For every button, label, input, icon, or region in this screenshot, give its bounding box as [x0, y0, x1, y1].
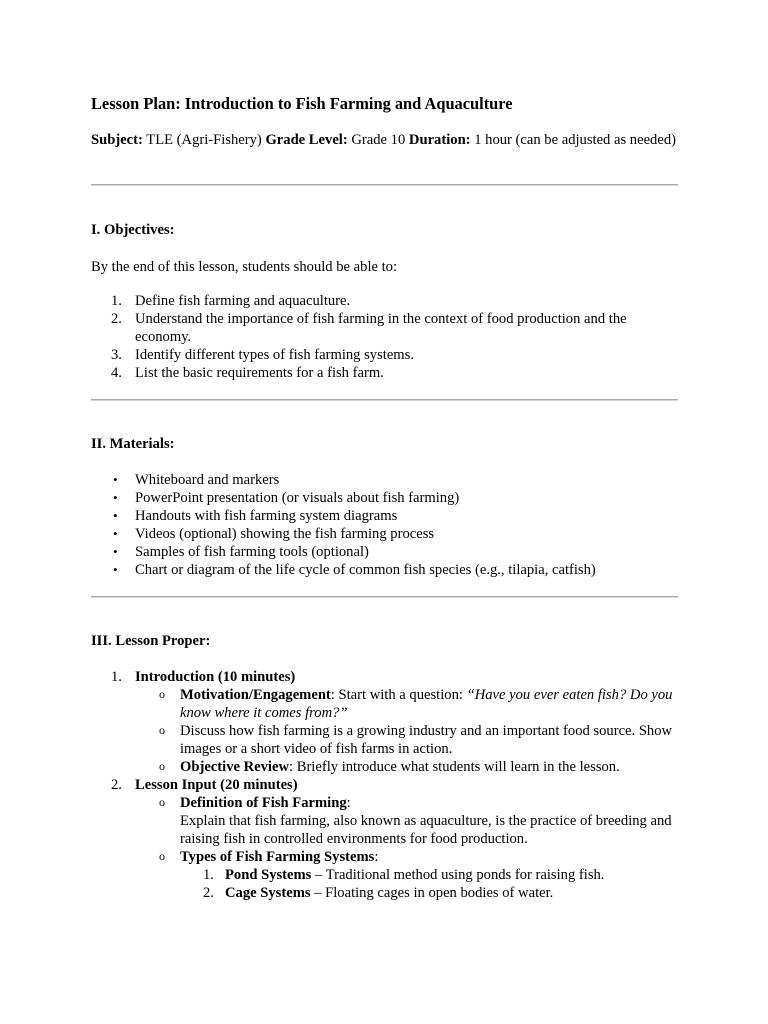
motivation-label: Motivation/Engagement: [180, 687, 331, 703]
item-number: 1.: [111, 293, 122, 309]
sub-item-definition: [91, 794, 681, 848]
item-text: List the basic requirements for a fish farm.: [135, 365, 384, 381]
bullet-icon: •: [113, 562, 118, 577]
duration-label: Duration:: [408, 132, 471, 148]
circle-bullet-icon: o: [159, 723, 165, 737]
step-title: Lesson Input (20 minutes): [135, 777, 298, 793]
system-item-cage: [91, 884, 681, 902]
system-label: Cage Systems: [225, 885, 311, 901]
item-text: Define fish farming and aquaculture.: [135, 293, 351, 309]
divider: [91, 399, 678, 401]
step-introduction: [91, 668, 681, 686]
review-text: : Briefly introduce what students will learn in the lesson.: [289, 759, 620, 775]
list-item: [91, 525, 681, 543]
item-number: 2.: [111, 777, 122, 793]
definition-colon: :: [346, 795, 351, 811]
item-number: 3.: [111, 347, 122, 363]
system-text: – Floating cages in open bodies of water.: [310, 885, 554, 901]
grade-value: Grade 10: [347, 132, 409, 148]
divider: [91, 596, 678, 598]
list-item: [91, 561, 681, 579]
item-number: 4.: [111, 365, 122, 381]
item-text: Whiteboard and markers: [135, 472, 280, 488]
list-item: [91, 346, 681, 364]
item-number: 2.: [111, 311, 122, 327]
circle-bullet-icon: o: [159, 687, 165, 701]
definition-text: Explain that fish farming, also known as aquaculture, is the practice of breeding and raising fish in controlled environments for food production.: [180, 813, 672, 847]
circle-bullet-icon: o: [159, 849, 165, 863]
list-item: [91, 364, 681, 382]
objectives-list: [91, 292, 681, 382]
subject-value: TLE (Agri-Fishery): [142, 132, 266, 148]
grade-label: Grade Level:: [265, 132, 348, 148]
item-number: 1.: [203, 867, 214, 883]
review-label: Objective Review: [180, 759, 290, 775]
item-text: Handouts with fish farming system diagrams: [135, 508, 398, 524]
item-text: Understand the importance of fish farming in the context of food production and the economy.: [135, 311, 627, 345]
step-lesson-input: [91, 776, 681, 794]
bullet-icon: •: [113, 490, 118, 505]
sub-item-review: [91, 758, 681, 776]
circle-bullet-icon: o: [159, 795, 165, 809]
types-label: Types of Fish Farming Systems: [180, 849, 375, 865]
materials-heading: II. Materials:: [91, 436, 175, 452]
types-colon: :: [374, 849, 379, 865]
lesson-meta: [91, 131, 681, 149]
circle-bullet-icon: o: [159, 759, 165, 773]
item-text: Samples of fish farming tools (optional): [135, 544, 369, 560]
motivation-quote: “Have you ever eaten fish? Do you know where it comes from?”: [180, 687, 673, 721]
bullet-icon: •: [113, 526, 118, 541]
lesson-heading: III. Lesson Proper:: [91, 633, 211, 649]
subject-label: Subject:: [91, 132, 143, 148]
list-item: [91, 543, 681, 561]
step-title: Introduction (10 minutes): [135, 669, 296, 685]
bullet-icon: •: [113, 472, 118, 487]
item-number: 1.: [111, 669, 122, 685]
item-text: Chart or diagram of the life cycle of common fish species (e.g., tilapia, catfish): [135, 562, 596, 578]
duration-value: 1 hour (can be adjusted as needed): [470, 132, 676, 148]
sub-item-discuss: [91, 722, 681, 758]
materials-list: [91, 471, 681, 579]
list-item: [91, 507, 681, 525]
bullet-icon: •: [113, 544, 118, 559]
list-item: [91, 292, 681, 310]
lesson-steps: [91, 668, 681, 902]
list-item: [91, 310, 681, 346]
objectives-intro: By the end of this lesson, students should be able to:: [91, 259, 398, 275]
list-item: [91, 471, 681, 489]
system-item-pond: [91, 866, 681, 884]
sub-item-motivation: [91, 686, 681, 722]
objectives-heading: I. Objectives:: [91, 222, 175, 238]
item-text: Identify different types of fish farming systems.: [135, 347, 414, 363]
item-text: PowerPoint presentation (or visuals about fish farming): [135, 490, 460, 506]
discuss-text: Discuss how fish farming is a growing industry and an important food source. Show images or a short video of fish farms in action.: [180, 723, 673, 757]
definition-label: Definition of Fish Farming: [180, 795, 347, 811]
system-text: – Traditional method using ponds for raising fish.: [311, 867, 605, 883]
bullet-icon: •: [113, 508, 118, 523]
motivation-text: : Start with a question:: [330, 687, 467, 703]
system-label: Pond Systems: [225, 867, 312, 883]
item-text: Videos (optional) showing the fish farming process: [135, 526, 435, 542]
document-title: Lesson Plan: Introduction to Fish Farming and Aquaculture: [91, 94, 513, 113]
sub-item-types: [91, 848, 681, 866]
divider: [91, 184, 678, 186]
list-item: [91, 489, 681, 507]
item-number: 2.: [203, 885, 214, 901]
